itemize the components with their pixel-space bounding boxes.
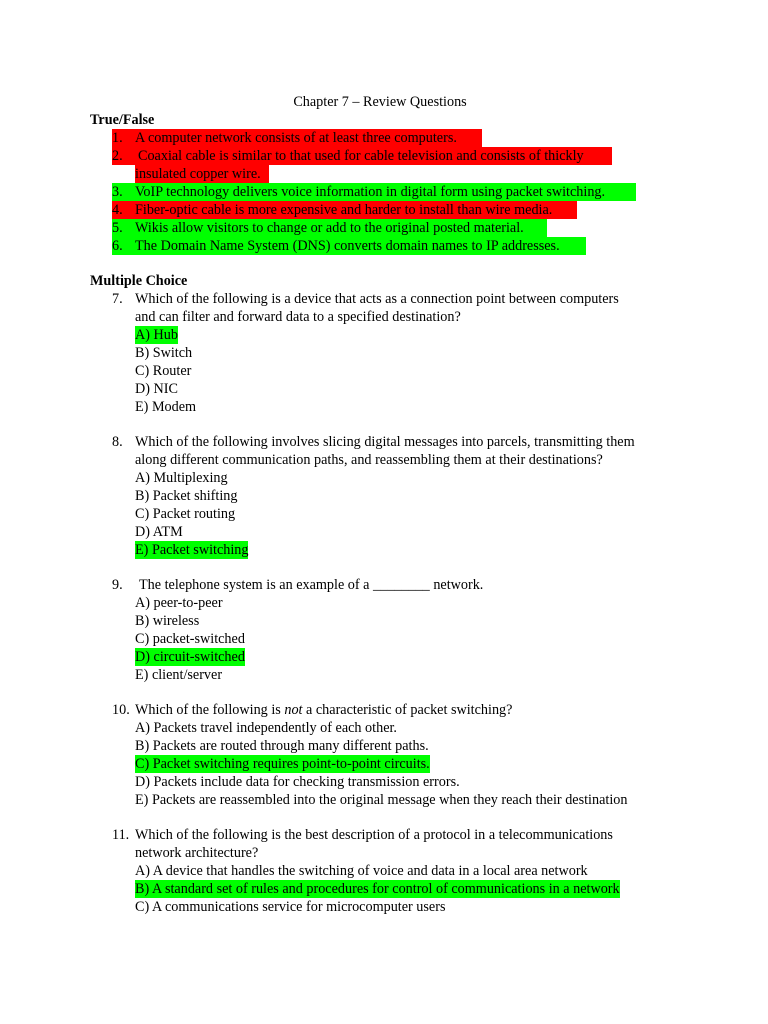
tf-item-text: Wikis allow visitors to change or add to the original posted material. [135, 220, 524, 236]
answer-option: B) A standard set of rules and procedures for control of communications in a network [135, 881, 620, 897]
question-text: Which of the following involves slicing digital messages into parcels, transmitting them [135, 434, 635, 450]
multiple-choice-heading: Multiple Choice [90, 273, 188, 289]
answer-option: A) Hub [135, 327, 178, 343]
tf-item-number: 1. [112, 130, 123, 146]
tf-item-number: 2. [112, 148, 123, 164]
tf-item-5 [112, 219, 547, 237]
question-text [135, 701, 512, 719]
question-text: and can filter and forward data to a specified destination? [135, 309, 461, 325]
answer-option: E) client/server [135, 667, 223, 683]
tf-item-text: VoIP technology delivers voice information in digital form using packet switching. [135, 184, 606, 200]
answer-option: B) Packets are routed through many different paths. [135, 738, 429, 754]
answer-option: A) A device that handles the switching of voice and data in a local area network [135, 863, 588, 879]
question-number: 7. [112, 291, 123, 307]
answer-option: B) wireless [135, 613, 200, 629]
tf-item-text: A computer network consists of at least three computers. [135, 130, 457, 146]
tf-item-number: 4. [112, 202, 123, 218]
answer-option: B) Packet shifting [135, 488, 238, 504]
tf-item-text: The Domain Name System (DNS) converts domain names to IP addresses. [135, 238, 560, 254]
answer-option: A) peer-to-peer [135, 595, 223, 611]
answer-option: A) Packets travel independently of each other. [135, 720, 397, 736]
question-number: 11. [112, 827, 130, 843]
answer-option: D) NIC [135, 381, 178, 397]
answer-option: C) Packet routing [135, 506, 236, 522]
tf-item-2 [112, 147, 612, 165]
tf-item-text: Coaxial cable is similar to that used for cable television and consists of thickly [138, 148, 584, 164]
question-text-emphasis: not [284, 702, 303, 718]
question-text: Which of the following is the best description of a protocol in a telecommunications [135, 827, 613, 843]
answer-option: C) Packet switching requires point-to-point circuits. [135, 756, 430, 772]
answer-option: C) Router [135, 363, 192, 379]
answer-option: D) circuit-switched [135, 649, 245, 665]
answer-option: B) Switch [135, 345, 193, 361]
question-number: 10. [112, 702, 130, 718]
answer-option: E) Packets are reassembled into the original message when they reach their destination [135, 792, 628, 808]
question-number: 9. [112, 577, 123, 593]
tf-item-1 [112, 129, 482, 147]
question-text: along different communication paths, and reassembling them at their destinations? [135, 452, 603, 468]
page-title: Chapter 7 – Review Questions [293, 94, 467, 110]
tf-item-6 [112, 237, 586, 255]
tf-item-3 [112, 183, 636, 201]
question-number: 8. [112, 434, 123, 450]
answer-option: D) Packets include data for checking transmission errors. [135, 774, 460, 790]
tf-item-text: Fiber-optic cable is more expensive and harder to install than wire media. [135, 202, 553, 218]
answer-option: D) ATM [135, 524, 183, 540]
answer-option: C) A communications service for microcomputer users [135, 899, 446, 915]
question-text: network architecture? [135, 845, 259, 861]
question-text-part: a characteristic of packet switching? [302, 702, 513, 718]
question-text: Which of the following is a device that acts as a connection point between computers [135, 291, 619, 307]
tf-item-4 [112, 201, 577, 219]
answer-option: C) packet-switched [135, 631, 245, 647]
question-text-part: Which of the following is [135, 702, 285, 718]
tf-item-number: 5. [112, 220, 123, 236]
answer-option: E) Modem [135, 399, 197, 415]
tf-item-number: 6. [112, 238, 123, 254]
tf-item-number: 3. [112, 184, 123, 200]
tf-item-2-cont: insulated copper wire. [135, 165, 269, 183]
answer-option: A) Multiplexing [135, 470, 228, 486]
true-false-heading: True/False [90, 112, 155, 128]
answer-option: E) Packet switching [135, 542, 249, 558]
question-text: The telephone system is an example of a ________ network. [139, 577, 484, 593]
